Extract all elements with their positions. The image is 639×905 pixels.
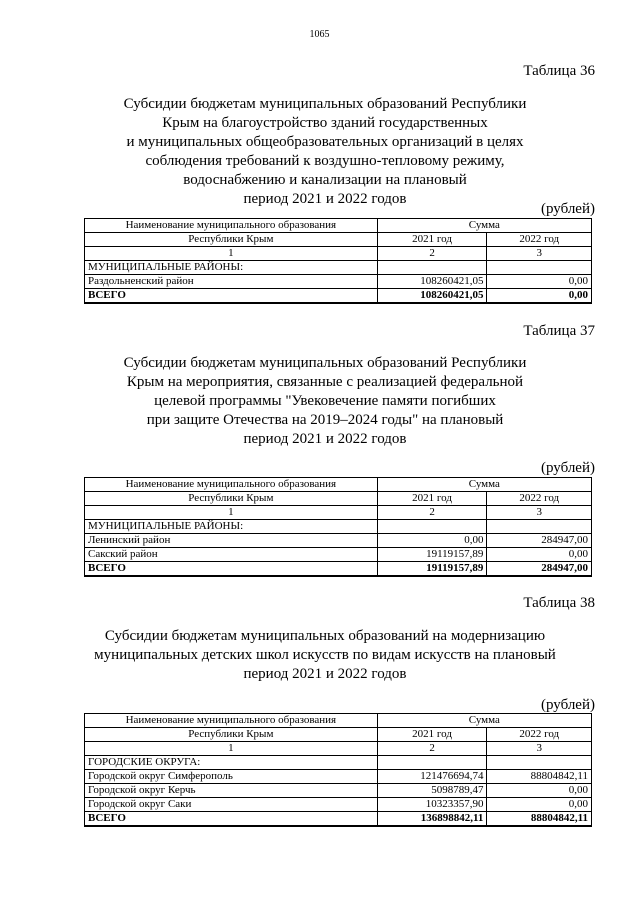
- table-36-unit: (рублей): [540, 201, 595, 217]
- number-row: [85, 506, 592, 520]
- col-number: 3: [487, 247, 592, 261]
- header-name-2: Республики Крым: [85, 728, 378, 742]
- row-value-2022: 284947,00: [487, 534, 592, 548]
- table-38-unit: (рублей): [540, 697, 595, 713]
- total-row: [85, 812, 592, 827]
- group-row: [85, 520, 592, 534]
- col-number: 3: [487, 506, 592, 520]
- total-value-2022: 0,00: [487, 289, 592, 304]
- header-row: [85, 233, 592, 247]
- caption-line: период 2021 и 2022 годов: [243, 191, 407, 207]
- header-sum: Сумма: [377, 478, 591, 492]
- row-value-2022: 0,00: [487, 784, 592, 798]
- caption-line: Крым на благоустройство зданий государственных: [162, 115, 488, 131]
- group-row: [85, 261, 592, 275]
- caption-line: водоснабжению и канализации на плановый: [183, 172, 467, 188]
- row-value-2021: 121476694,74: [377, 770, 487, 784]
- caption-line: период 2021 и 2022 годов: [243, 666, 407, 682]
- table-38: [84, 713, 592, 827]
- table-38-caption: [40, 627, 610, 684]
- col-number: 2: [377, 742, 487, 756]
- col-number: 2: [377, 506, 487, 520]
- caption-line: целевой программы "Увековечение памяти погибших: [154, 393, 496, 409]
- row-value-2021: 5098789,47: [377, 784, 487, 798]
- table-row: [85, 798, 592, 812]
- number-row: [85, 247, 592, 261]
- table-36-caption: [60, 95, 590, 209]
- header-year-2022: 2022 год: [487, 728, 592, 742]
- total-value-2021: 19119157,89: [377, 562, 487, 577]
- row-name: Ленинский район: [85, 534, 378, 548]
- header-row: [85, 728, 592, 742]
- caption-line: Субсидии бюджетам муниципальных образований Республики: [123, 355, 527, 371]
- row-name: Раздольненский район: [85, 275, 378, 289]
- total-value-2022: 88804842,11: [487, 812, 592, 827]
- total-label: ВСЕГО: [85, 289, 378, 304]
- total-value-2021: 136898842,11: [377, 812, 487, 827]
- row-name: Сакский район: [85, 548, 378, 562]
- caption-line: Крым на мероприятия, связанные с реализацией федеральной: [126, 374, 524, 390]
- table-36-label: Таблица 36: [523, 63, 595, 79]
- caption-line: и муниципальных общеобразовательных организаций в целях: [126, 134, 524, 150]
- header-row: [85, 478, 592, 492]
- row-value-2021: 0,00: [377, 534, 487, 548]
- row-name: Городской округ Симферополь: [85, 770, 378, 784]
- total-value-2021: 108260421,05: [377, 289, 487, 304]
- group-label: ГОРОДСКИЕ ОКРУГА:: [85, 756, 378, 770]
- table-37-label: Таблица 37: [523, 323, 595, 339]
- group-label: МУНИЦИПАЛЬНЫЕ РАЙОНЫ:: [85, 520, 378, 534]
- row-value-2022: 0,00: [487, 275, 592, 289]
- header-row: [85, 219, 592, 233]
- header-name-1: Наименование муниципального образования: [85, 714, 378, 728]
- header-year-2021: 2021 год: [377, 728, 487, 742]
- table-36: [84, 218, 592, 304]
- caption-line: Субсидии бюджетам муниципальных образований Республики: [123, 96, 527, 112]
- table-37-caption: [60, 354, 590, 449]
- row-name: Городской округ Керчь: [85, 784, 378, 798]
- caption-line: период 2021 и 2022 годов: [243, 431, 407, 447]
- header-year-2022: 2022 год: [487, 492, 592, 506]
- col-number: 1: [85, 506, 378, 520]
- header-year-2022: 2022 год: [487, 233, 592, 247]
- header-name-1: Наименование муниципального образования: [85, 478, 378, 492]
- header-sum: Сумма: [377, 219, 591, 233]
- table-37-unit: (рублей): [540, 460, 595, 476]
- row-value-2021: 19119157,89: [377, 548, 487, 562]
- header-year-2021: 2021 год: [377, 233, 487, 247]
- table-38-label: Таблица 38: [523, 595, 595, 611]
- table-row: [85, 770, 592, 784]
- col-number: 2: [377, 247, 487, 261]
- group-row: [85, 756, 592, 770]
- number-row: [85, 742, 592, 756]
- total-value-2022: 284947,00: [487, 562, 592, 577]
- caption-line: соблюдения требований к воздушно-тепловому режиму,: [145, 153, 505, 169]
- row-value-2021: 108260421,05: [377, 275, 487, 289]
- header-row: [85, 492, 592, 506]
- header-name-2: Республики Крым: [85, 233, 378, 247]
- row-value-2022: 0,00: [487, 798, 592, 812]
- row-value-2022: 88804842,11: [487, 770, 592, 784]
- header-sum: Сумма: [377, 714, 591, 728]
- col-number: 3: [487, 742, 592, 756]
- caption-line: муниципальных детских школ искусств по видам искусств на плановый: [94, 647, 556, 663]
- header-year-2021: 2021 год: [377, 492, 487, 506]
- group-label: МУНИЦИПАЛЬНЫЕ РАЙОНЫ:: [85, 261, 378, 275]
- caption-line: при защите Отечества на 2019–2024 годы" на плановый: [146, 412, 504, 428]
- col-number: 1: [85, 742, 378, 756]
- table-row: [85, 275, 592, 289]
- table-row: [85, 548, 592, 562]
- total-row: [85, 562, 592, 577]
- total-label: ВСЕГО: [85, 562, 378, 577]
- total-row: [85, 289, 592, 304]
- table-row: [85, 784, 592, 798]
- caption-line: Субсидии бюджетам муниципальных образований на модернизацию: [104, 628, 546, 644]
- table-row: [85, 534, 592, 548]
- row-value-2022: 0,00: [487, 548, 592, 562]
- col-number: 1: [85, 247, 378, 261]
- header-name-2: Республики Крым: [85, 492, 378, 506]
- page-number: 1065: [309, 29, 330, 40]
- header-name-1: Наименование муниципального образования: [85, 219, 378, 233]
- table-37: [84, 477, 592, 577]
- row-name: Городской округ Саки: [85, 798, 378, 812]
- total-label: ВСЕГО: [85, 812, 378, 827]
- row-value-2021: 10323357,90: [377, 798, 487, 812]
- header-row: [85, 714, 592, 728]
